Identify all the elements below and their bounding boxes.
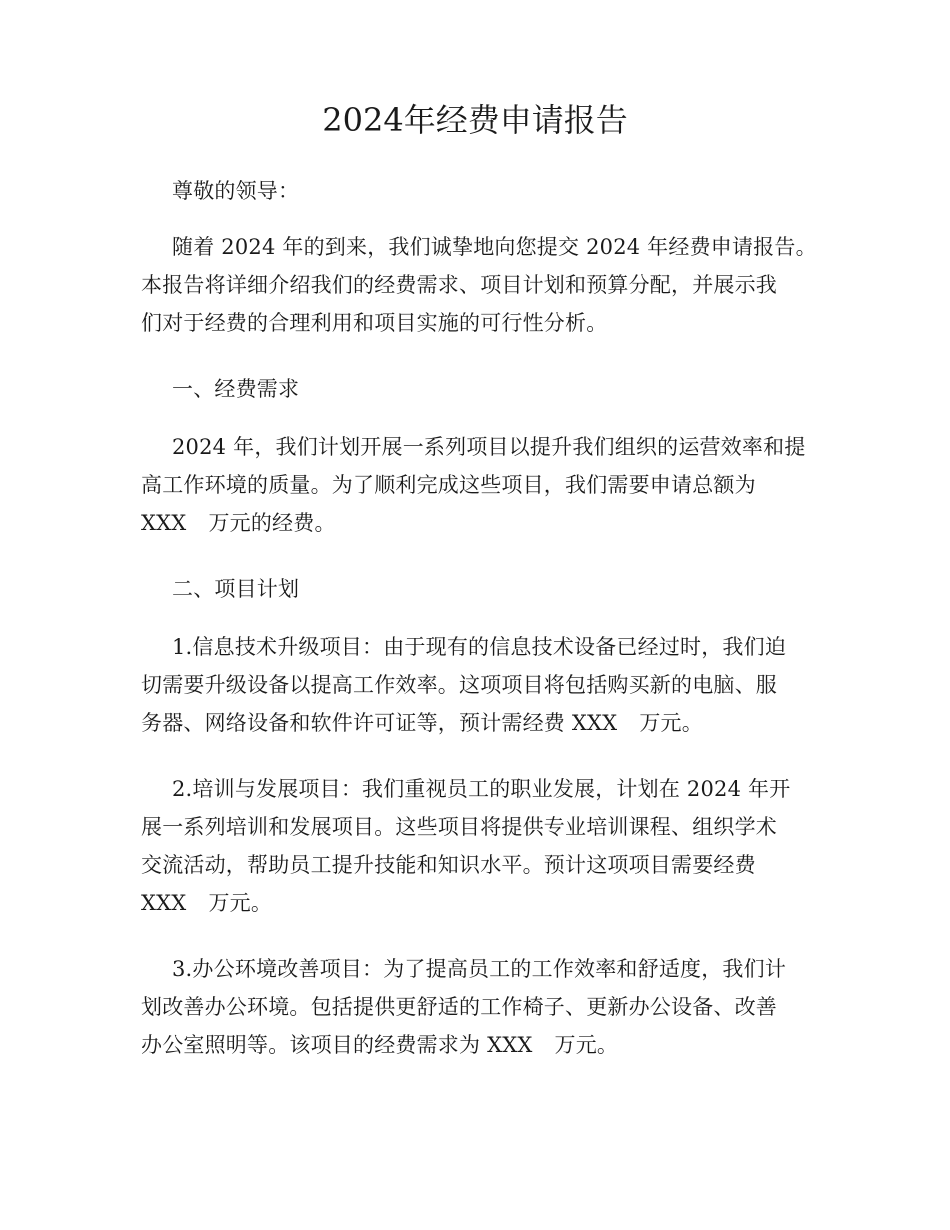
intro-line: 随着 2024 年的到来，我们诚挚地向您提交 2024 年经费申请报告。 [172, 235, 817, 259]
project-item-text: 万元。 [639, 711, 703, 735]
amount-placeholder: XXX [141, 511, 187, 535]
project-item-text: 万元。 [554, 1033, 619, 1057]
intro-line: 们对于经费的合理利用和项目实施的可行性分析。 [141, 311, 608, 335]
salutation: 尊敬的领导： [172, 179, 300, 203]
project-item-line [110, 884, 813, 922]
funding-needs-paragraph [141, 428, 813, 542]
project-item-line: 展一系列培训和发展项目。这些项目将提供专业培训课程、组织学术 [141, 815, 777, 839]
funding-needs-line: 2024 年，我们计划开展一系列项目以提升我们组织的运营效率和提 [172, 435, 806, 459]
project-item-text: 办公室照明等。该项目的经费需求为 XXX [141, 1033, 533, 1057]
project-item-text: 万元。 [208, 891, 273, 915]
document-title: 2024年经费申请报告 [322, 101, 628, 139]
funding-needs-line [110, 504, 813, 542]
funding-needs-text: 万元的经费。 [208, 511, 336, 535]
project-item-line: 2.培训与发展项目：我们重视员工的职业发展，计划在 2024 年开 [172, 777, 791, 801]
project-item-line: 1.信息技术升级项目：由于现有的信息技术设备已经过时，我们迫 [172, 635, 787, 659]
project-item-line: 3.办公环境改善项目：为了提高员工的工作效率和舒适度，我们计 [172, 957, 787, 981]
project-item-line: 交流活动，帮助员工提升技能和知识水平。预计这项项目需要经费 [141, 853, 756, 877]
intro-line: 本报告将详细介绍我们的经费需求、项目计划和预算分配，并展示我 [141, 273, 777, 297]
intro-paragraph [141, 228, 817, 342]
project-item-line: 切需要升级设备以提高工作效率。这项项目将包括购买新的电脑、服 [141, 673, 777, 697]
section-heading-funding-needs: 一、经费需求 [172, 377, 300, 401]
project-item-it-upgrade [141, 628, 813, 742]
project-item-line [110, 1026, 813, 1064]
amount-placeholder: XXX [141, 891, 187, 915]
project-item-line [110, 704, 813, 742]
project-item-office-environment [141, 950, 813, 1064]
project-item-text: 务器、网络设备和软件许可证等，预计需经费 XXX [141, 711, 618, 735]
funding-needs-line: 高工作环境的质量。为了顺利完成这些项目，我们需要申请总额为 [141, 473, 756, 497]
project-item-line: 划改善办公环境。包括提供更舒适的工作椅子、更新办公设备、改善 [141, 995, 777, 1019]
section-heading-project-plan: 二、项目计划 [172, 577, 300, 601]
project-item-training [141, 770, 813, 922]
